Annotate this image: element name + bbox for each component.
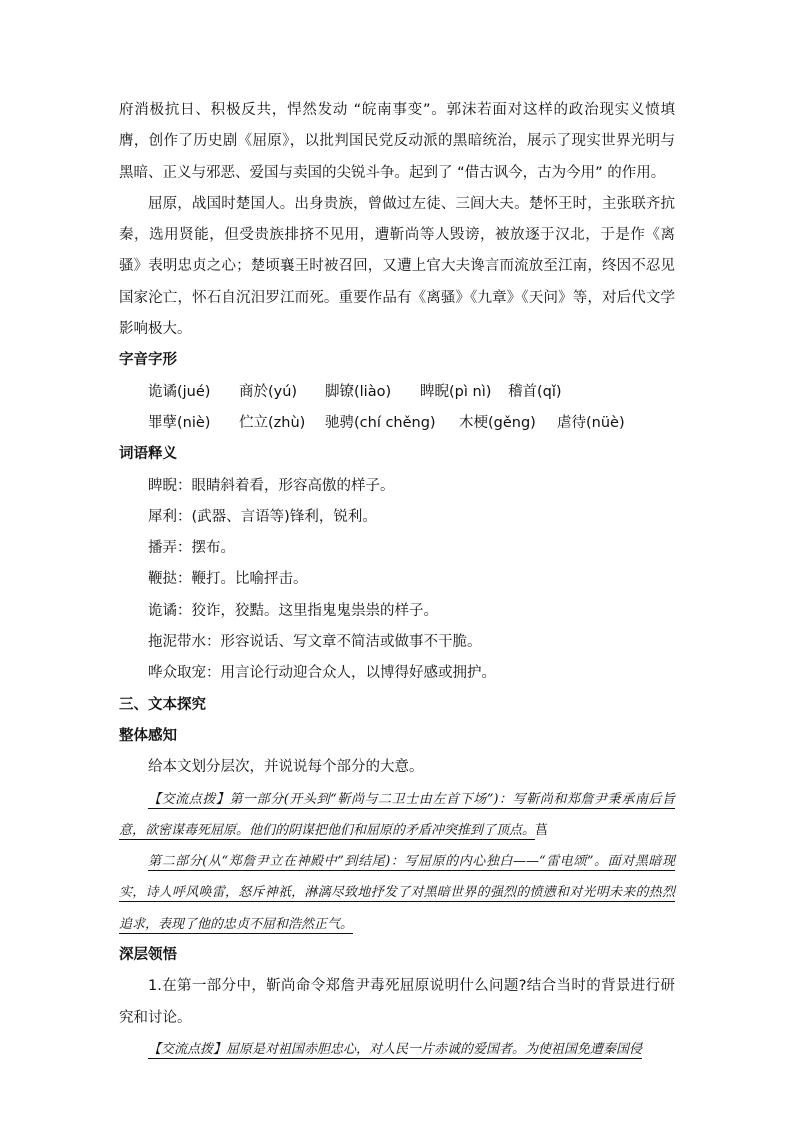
overall-heading: 整体感知: [119, 727, 177, 744]
deep-question: 1.在第一部分中，靳尚命令郑詹尹毒死屈原说明什么问题?结合当时的背景进行研究和讨论。: [119, 978, 675, 1026]
vocabulary-item: 拖泥带水：形容说话、写文章不简洁或做事不干脆。: [148, 634, 482, 651]
pronunciation-item: 睥睨(pì nì): [420, 383, 492, 400]
vocabulary-item: 睥睨：眼睛斜着看，形容高傲的样子。: [148, 477, 395, 494]
pronunciation-item: 罪孽(niè): [148, 414, 211, 431]
pronunciation-item: 虐待(nüè): [557, 414, 625, 431]
overall-answer-2-text: 第二部分(从“郑詹尹立在神殿中”到结尾)：写屈原的内心独白——“雷电颂”。面对黑暗现实，诗人呼风唤雷，怒斥神祇，淋漓尽致地抒发了对黑暗世界的强烈的愤懑和对光明未来的热烈追求，表现了他的忠贞不屈和浩然正气。: [119, 854, 675, 932]
vocabulary-item: 播弄：摆布。: [148, 540, 235, 557]
vocabulary-item: 犀利：(武器、言语等)锋利，锐利。: [148, 508, 377, 525]
pronunciation-item: 驰骋(chí chěng): [325, 414, 436, 431]
pronunciation-item: 诡谲(jué): [148, 383, 211, 400]
pronunciation-heading: 字音字形: [119, 352, 177, 369]
deep-answer: [119, 1034, 675, 1065]
deep-answer-text: 【交流点拨】屈原是对祖国赤胆忠心，对人民一片赤诚的爱国者。为使祖国免遭秦国侵: [148, 1041, 643, 1057]
deep-heading: 深层领悟: [119, 947, 177, 964]
section-heading: 三、文本探究: [119, 696, 206, 713]
pronunciation-item: 伫立(zhù): [239, 414, 306, 431]
pronunciation-item: 木梗(gěng): [459, 414, 536, 431]
pronunciation-row-2: [119, 408, 675, 439]
overall-answer-2: [119, 846, 675, 940]
vocabulary-item: 哗众取宠：用言论行动迎合众人，以博得好感或拥护。: [148, 665, 496, 682]
overall-answer-1-tail: 菖: [535, 822, 549, 838]
pronunciation-row-1: [119, 377, 675, 408]
vocabulary-item: 鞭挞：鞭打。比喻抨击。: [148, 571, 308, 588]
overall-answer-1-text: 【交流点拨】第一部分(开头到“靳尚与二卫士由左首下场”)：写靳尚和郑詹尹秉承南后旨意，欲密谋毒死屈原。他们的阴谋把他们和屈原的矛盾冲突推到了顶点。: [119, 791, 675, 838]
vocabulary-heading: 词语释义: [119, 446, 177, 463]
page-content: [119, 95, 675, 1065]
overall-question: 给本文划分层次，并说说每个部分的大意。: [148, 759, 424, 776]
pronunciation-item: 稽首(qǐ): [508, 383, 562, 400]
overall-answer-1: [119, 784, 675, 847]
pronunciation-item: 脚镣(liào): [325, 383, 392, 400]
pronunciation-item: 商於(yú): [239, 383, 298, 400]
vocabulary-item: 诡谲：狡诈，狡黠。这里指鬼鬼祟祟的样子。: [148, 602, 438, 619]
intro-paragraph-2: 屈原，战国时楚国人。出身贵族，曾做过左徒、三闾大夫。楚怀王时，主张联齐抗秦，选用贤能，但受贵族排挤不见用，遭靳尚等人毁谤，被放逐于汉北，于是作《离骚》表明忠贞之心；楚顷襄王时被召回，又遭上官大夫谗言而流放至江南，终因不忍见国家沦亡，怀石自沉汨罗江而死。重要作品有《离骚》《九章》《天问》等，对后代文学影响极大。: [119, 195, 675, 338]
intro-paragraph-1: 府消极抗日、积极反共，悍然发动 “皖南事变”。郭沫若面对这样的政治现实义愤填膺，创作了历史剧《屈原》，以批判国民党反动派的黑暗统治，展示了现实世界光明与黑暗、正义与邪恶、爱国与卖国的尖锐斗争。起到了 “借古讽今，古为今用” 的作用。: [119, 102, 675, 181]
